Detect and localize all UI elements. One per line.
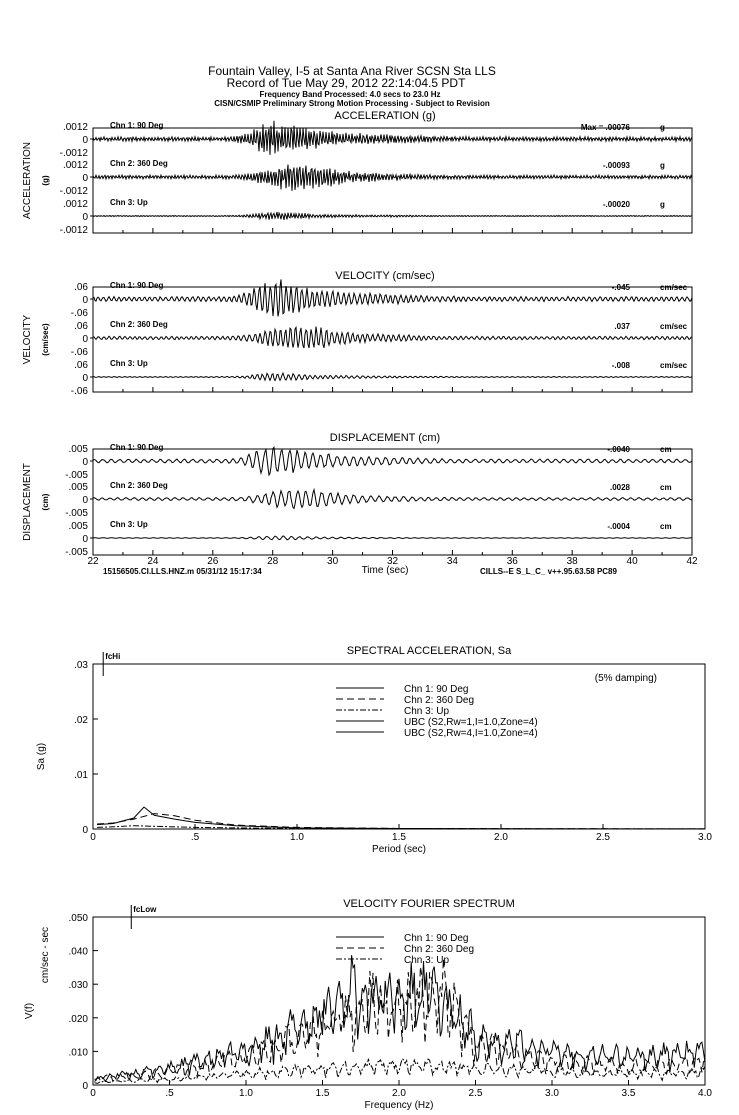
legend-label: Chn 1: 90 Deg [404, 933, 469, 944]
y-tick-label: 0 [82, 135, 88, 146]
x-tick-label: 36 [506, 556, 518, 567]
x-tick-label: 1.0 [290, 832, 304, 843]
legend-label: Chn 2: 360 Deg [404, 944, 475, 955]
y-tick-label: -.005 [65, 508, 88, 519]
y-tick-label: .0012 [62, 160, 88, 171]
y-tick-label: .01 [74, 770, 88, 781]
x-tick-label: 40 [626, 556, 638, 567]
panel-title: ACCELERATION (g) [334, 110, 436, 122]
y-tick-label: .040 [68, 946, 88, 958]
legend-label: Chn 3: Up [404, 955, 450, 966]
spectrum-curve [97, 826, 705, 829]
y-tick-label: -.0012 [59, 225, 88, 236]
y-tick-label: .06 [74, 282, 88, 293]
channel-label: Chn 1: 90 Deg [110, 281, 164, 290]
y-axis-label: Sa (g) [36, 742, 47, 771]
x-tick-label: 28 [267, 556, 279, 567]
peak-value: -.008 [611, 361, 630, 370]
waveform-trace [93, 447, 692, 475]
peak-value: -.0004 [607, 522, 630, 531]
x-axis-label: Frequency (Hz) [364, 1100, 434, 1111]
header [208, 64, 496, 108]
waveform-trace [93, 327, 692, 348]
damping-note: (5% damping) [594, 673, 657, 684]
time-series-panel-1 [22, 270, 692, 397]
y-tick-label: .02 [74, 715, 88, 726]
y-tick-label: 0 [82, 334, 88, 345]
channel-label: Chn 2: 360 Deg [110, 320, 168, 329]
y-tick-label: .005 [68, 482, 88, 493]
y-tick-label: 0 [82, 1081, 88, 1092]
legend-label: UBC (S2,Rw=1,I=1.0,Zone=4) [404, 717, 538, 728]
y-tick-label: -.06 [70, 347, 88, 358]
y-axis-label: DISPLACEMENT [22, 463, 33, 541]
panel-title: DISPLACEMENT (cm) [329, 432, 441, 444]
footer-right: CILLS--E S_L_C_ v++.95.63.58 PC89 [480, 567, 617, 576]
peak-unit: g [660, 161, 665, 170]
y-tick-label: .06 [74, 360, 88, 371]
legend-label: Chn 2: 360 Deg [404, 695, 475, 706]
x-tick-label: .5 [165, 1088, 174, 1099]
y-axis-unit: (cm/sec) [41, 323, 50, 356]
chart-title: VELOCITY FOURIER SPECTRUM [343, 898, 515, 910]
header-line4: CISN/CSMIP Preliminary Strong Motion Processing - Subject to Revision [214, 99, 490, 108]
x-tick-label: 1.5 [315, 1088, 330, 1099]
peak-unit: g [660, 123, 665, 132]
peak-unit: cm [660, 445, 672, 454]
header-line2: Record of Tue May 29, 2012 22:14:04.5 PDT [226, 76, 466, 90]
y-tick-label: .03 [74, 660, 88, 671]
spectral-acceleration-chart [36, 645, 712, 855]
chart-title: SPECTRAL ACCELERATION, Sa [346, 645, 512, 657]
channel-label: Chn 1: 90 Deg [110, 443, 164, 452]
channel-label: Chn 3: Up [110, 359, 148, 368]
y-tick-label: 0 [82, 495, 88, 506]
channel-label: Chn 2: 360 Deg [110, 159, 168, 168]
waveform-trace [93, 212, 692, 220]
waveform-trace [93, 536, 692, 540]
spectrum-curve [97, 807, 705, 829]
y-tick-label: -.005 [65, 547, 88, 558]
y-axis-label: V(f) [24, 1002, 35, 1020]
y-tick-label: .005 [68, 444, 88, 455]
peak-value: -.0040 [607, 445, 630, 454]
y-tick-label: .0012 [62, 122, 88, 133]
x-tick-label: .5 [190, 832, 200, 843]
x-tick-label: 2.5 [468, 1088, 483, 1099]
x-tick-label: 1.0 [239, 1088, 253, 1099]
x-tick-label: 0 [90, 832, 96, 843]
channel-label: Chn 1: 90 Deg [110, 121, 164, 130]
x-tick-label: 30 [327, 556, 339, 567]
x-tick-label: 2.0 [392, 1088, 406, 1099]
cutoff-marker-label: fcLow [133, 905, 157, 914]
x-axis-label: Period (sec) [372, 844, 426, 855]
plot-frame [93, 128, 692, 233]
peak-value: -.00020 [602, 200, 630, 209]
panel-title: VELOCITY (cm/sec) [335, 270, 435, 282]
y-tick-label: .005 [68, 521, 88, 532]
y-tick-label: .050 [68, 913, 88, 924]
plot-frame [93, 449, 692, 555]
plot-frame [93, 664, 705, 829]
waveform-trace [93, 279, 692, 316]
header-line1: Fountain Valley, I-5 at Santa Ana River SCSN Sta LLS [208, 64, 496, 78]
x-tick-label: 0 [90, 1088, 96, 1099]
x-tick-label: 3.0 [698, 832, 712, 843]
header-line3: Frequency Band Processed: 4.0 secs to 23.0 Hz [259, 90, 441, 99]
x-tick-label: 2.0 [494, 832, 508, 843]
peak-value: -.00093 [602, 161, 630, 170]
time-series-panel-2 [22, 432, 698, 576]
y-axis-label: VELOCITY [22, 314, 33, 365]
x-tick-label: 22 [87, 556, 99, 567]
y-tick-label: 0 [82, 534, 88, 545]
legend-label: Chn 3: Up [404, 706, 450, 717]
x-tick-label: 1.5 [392, 832, 406, 843]
waveform-trace [93, 490, 692, 509]
time-series-panel-0 [22, 110, 692, 236]
peak-unit: g [660, 200, 665, 209]
x-tick-label: 34 [446, 556, 458, 567]
x-tick-label: 32 [386, 556, 399, 567]
y-tick-label: -.0012 [59, 186, 88, 197]
peak-unit: cm/sec [660, 361, 688, 370]
peak-unit: cm [660, 522, 672, 531]
y-axis-unit: (cm) [41, 493, 50, 511]
legend-label: Chn 1: 90 Deg [404, 684, 469, 695]
x-axis-label: Time (sec) [361, 565, 409, 576]
channel-label: Chn 3: Up [110, 520, 148, 529]
y-tick-label: .0012 [62, 199, 88, 210]
legend-label: UBC (S2,Rw=4,I=1.0,Zone=4) [404, 728, 538, 739]
peak-unit: cm/sec [660, 322, 688, 331]
x-tick-label: 24 [147, 556, 159, 567]
x-tick-label: 4.0 [698, 1088, 712, 1099]
x-tick-label: 26 [207, 556, 219, 567]
y-tick-label: 0 [82, 173, 88, 184]
y-tick-label: 0 [82, 295, 88, 306]
y-tick-label: .06 [74, 321, 88, 332]
y-tick-label: 0 [82, 825, 88, 836]
y-tick-label: 0 [82, 457, 88, 468]
peak-value: -.045 [611, 283, 630, 292]
y-tick-label: 0 [82, 212, 88, 223]
y-axis-label: ACCELERATION [22, 141, 33, 220]
y-tick-label: -.06 [70, 386, 88, 397]
footer-left: 15156505.CI.LLS.HNZ.m 05/31/12 15:17:34 [103, 567, 262, 576]
y-tick-label: -.005 [65, 470, 88, 481]
channel-label: Chn 2: 360 Deg [110, 481, 168, 490]
peak-value: Max = .00076 [580, 123, 630, 132]
velocity-fourier-chart [24, 898, 712, 1111]
y-tick-label: .020 [68, 1013, 88, 1025]
x-tick-label: 38 [566, 556, 578, 567]
x-tick-label: 3.0 [545, 1088, 559, 1099]
x-tick-label: 2.5 [596, 832, 610, 843]
channel-label: Chn 3: Up [110, 198, 148, 207]
y-tick-label: -.06 [70, 308, 88, 319]
time-series-group [22, 110, 698, 576]
peak-unit: cm [660, 483, 672, 492]
peak-unit: cm/sec [660, 283, 688, 292]
waveform-trace [93, 373, 692, 380]
x-tick-label: 42 [686, 556, 698, 567]
y-tick-label: .030 [68, 980, 88, 992]
x-tick-label: 3.5 [621, 1088, 636, 1099]
y-axis-unit: cm/sec - sec [40, 926, 51, 984]
y-tick-label: -.0012 [59, 148, 88, 159]
peak-value: .0028 [609, 483, 630, 492]
y-axis-unit: (g) [41, 175, 50, 186]
peak-value: .037 [614, 322, 630, 331]
y-tick-label: 0 [82, 373, 88, 384]
cutoff-marker-label: fcHi [105, 652, 121, 661]
y-tick-label: .010 [68, 1047, 88, 1059]
